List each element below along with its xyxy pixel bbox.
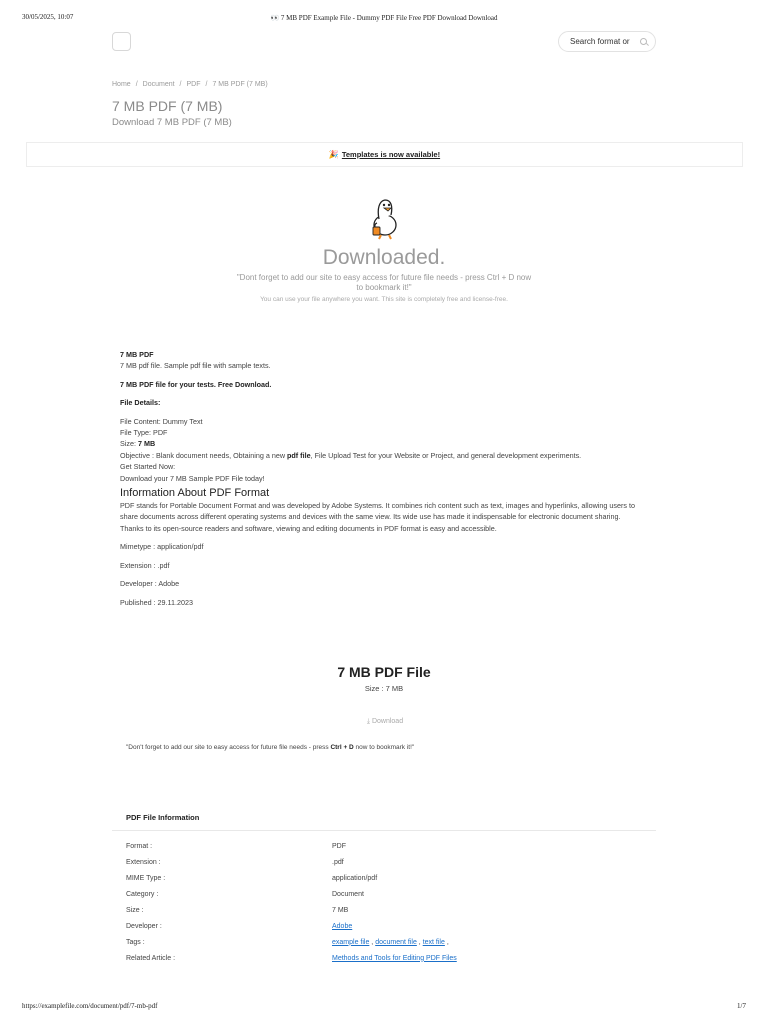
objective-bold: pdf file [287,450,311,460]
file-card-title: 7 MB PDF File [337,664,431,680]
file-info-table [126,839,646,966]
related-article-link[interactable]: Methods and Tools for Editing PDF Files [332,954,457,962]
breadcrumb [112,81,268,88]
row-value [332,918,646,934]
row-key: Category : [126,891,159,899]
row-key: Developer : [126,922,162,930]
file-tagline: 7 MB PDF file for your tests. Free Download. [120,379,272,389]
file-content-label: File Content: Dummy Text [120,416,203,426]
table-row [126,918,646,934]
print-url: https://examplefile.com/document/pdf/7-mb-pdf [22,1002,158,1010]
file-details-heading: File Details: [120,398,161,408]
divider [112,830,656,831]
objective-line [120,450,640,461]
print-page-count: 1/7 [737,1002,746,1010]
search-icon[interactable] [640,38,647,45]
download-button[interactable] [355,718,415,726]
announcement-banner [26,142,743,167]
row-value: 7 MB [332,907,349,914]
breadcrumb-home[interactable]: Home [112,81,131,88]
about-extension: Extension : .pdf [120,560,170,570]
row-key: Related Article : [126,954,176,962]
print-datetime: 30/05/2025, 10:07 [22,13,74,21]
site-logo[interactable] [112,32,131,51]
table-row [126,839,646,855]
print-page-title: 👀 7 MB PDF Example File - Dummy PDF File Free PDF Download Download [270,14,498,22]
size-value: 7 MB [137,439,156,449]
row-value: .pdf [332,859,344,867]
tag-link[interactable]: example file [332,938,370,946]
license-note: You can use your file anywhere you want. This site is completely free and license-free. [260,296,508,303]
table-row [126,855,646,871]
bookmark-reminder: "Dont forget to add our site to easy access for future file needs - press Ctrl + D now to bookmark it!" [236,273,532,292]
bookmark-suffix: now to bookmark it!" [353,744,415,751]
breadcrumb-document[interactable]: Document [142,81,175,88]
page-title: 7 MB PDF (7 MB) [112,98,223,114]
file-description [120,349,640,608]
about-body: PDF stands for Portable Document Format and was developed by Adobe Systems. It combines rich content such as text, images and hyperlinks, allowing users to share documents across different operating systems and devices with the same view. Its wide use has made it indispensable for electronic document sharing. Thanks to its open-source readers and software, viewing and editing documents in PDF format is easy and accessible. [120,501,635,533]
duck-mascot-icon [367,193,403,241]
file-name: 7 MB PDF [120,350,154,359]
size-prefix: Size: [120,439,138,449]
objective-suffix: , File Upload Test for your Website or Project, and general development experiments. [310,450,582,460]
table-row [126,950,646,966]
file-size-line [120,438,640,449]
breadcrumb-pdf[interactable]: PDF [186,81,201,88]
row-value: application/pdf [332,875,378,883]
row-value: PDF [332,843,346,851]
templates-link[interactable]: Templates is now available! [341,150,441,159]
row-key: Tags : [126,938,145,946]
search-box[interactable] [558,31,656,52]
file-type-label: File Type: PDF [120,428,168,438]
get-started: Get Started Now: [120,462,176,472]
print-header [0,13,768,25]
tag-link[interactable]: text file [422,938,445,946]
bookmark-hint [126,744,414,751]
tag-link[interactable]: document file [375,938,417,946]
file-card-size: Size : 7 MB [364,684,404,693]
developer-link[interactable]: Adobe [332,922,353,930]
about-heading: Information About PDF Format [120,487,270,500]
party-popper-icon: 🎉 [328,150,339,159]
downloaded-heading: Downloaded. [322,246,446,269]
row-value: Document [332,891,364,899]
about-developer: Developer : Adobe [120,579,180,589]
row-key: MIME Type : [126,875,166,883]
info-table-title: PDF File Information [126,813,200,822]
breadcrumb-separator: / [179,81,182,88]
download-label: Download [371,718,404,725]
bookmark-prefix: "Don't forget to add our site to easy access for future file needs - press [126,744,331,751]
table-row [126,934,646,950]
row-key: Size : [126,907,144,914]
bookmark-keys: Ctrl + D [330,744,354,751]
about-published: Published : 29.11.2023 [120,597,193,607]
about-mimetype: Mimetype : application/pdf [120,542,204,552]
page-subtitle: Download 7 MB PDF (7 MB) [112,117,232,128]
print-footer [0,1002,768,1014]
table-row [126,871,646,887]
search-input[interactable] [570,37,636,46]
breadcrumb-separator: / [205,81,208,88]
download-icon: ⤓ [366,718,370,725]
row-value [332,950,646,966]
file-summary: 7 MB pdf file. Sample pdf file with sample texts. [120,361,271,371]
row-key: Extension : [126,859,161,867]
breadcrumb-separator: / [135,81,138,88]
table-row [126,887,646,903]
objective-prefix: Objective : Blank document needs, Obtaining a new [120,450,288,460]
breadcrumb-current: 7 MB PDF (7 MB) [212,81,268,88]
row-value: example file , document file , text file , [332,938,449,946]
row-key: Format : [126,843,153,851]
table-row [126,903,646,919]
cta-line: Download your 7 MB Sample PDF File today! [120,473,265,483]
